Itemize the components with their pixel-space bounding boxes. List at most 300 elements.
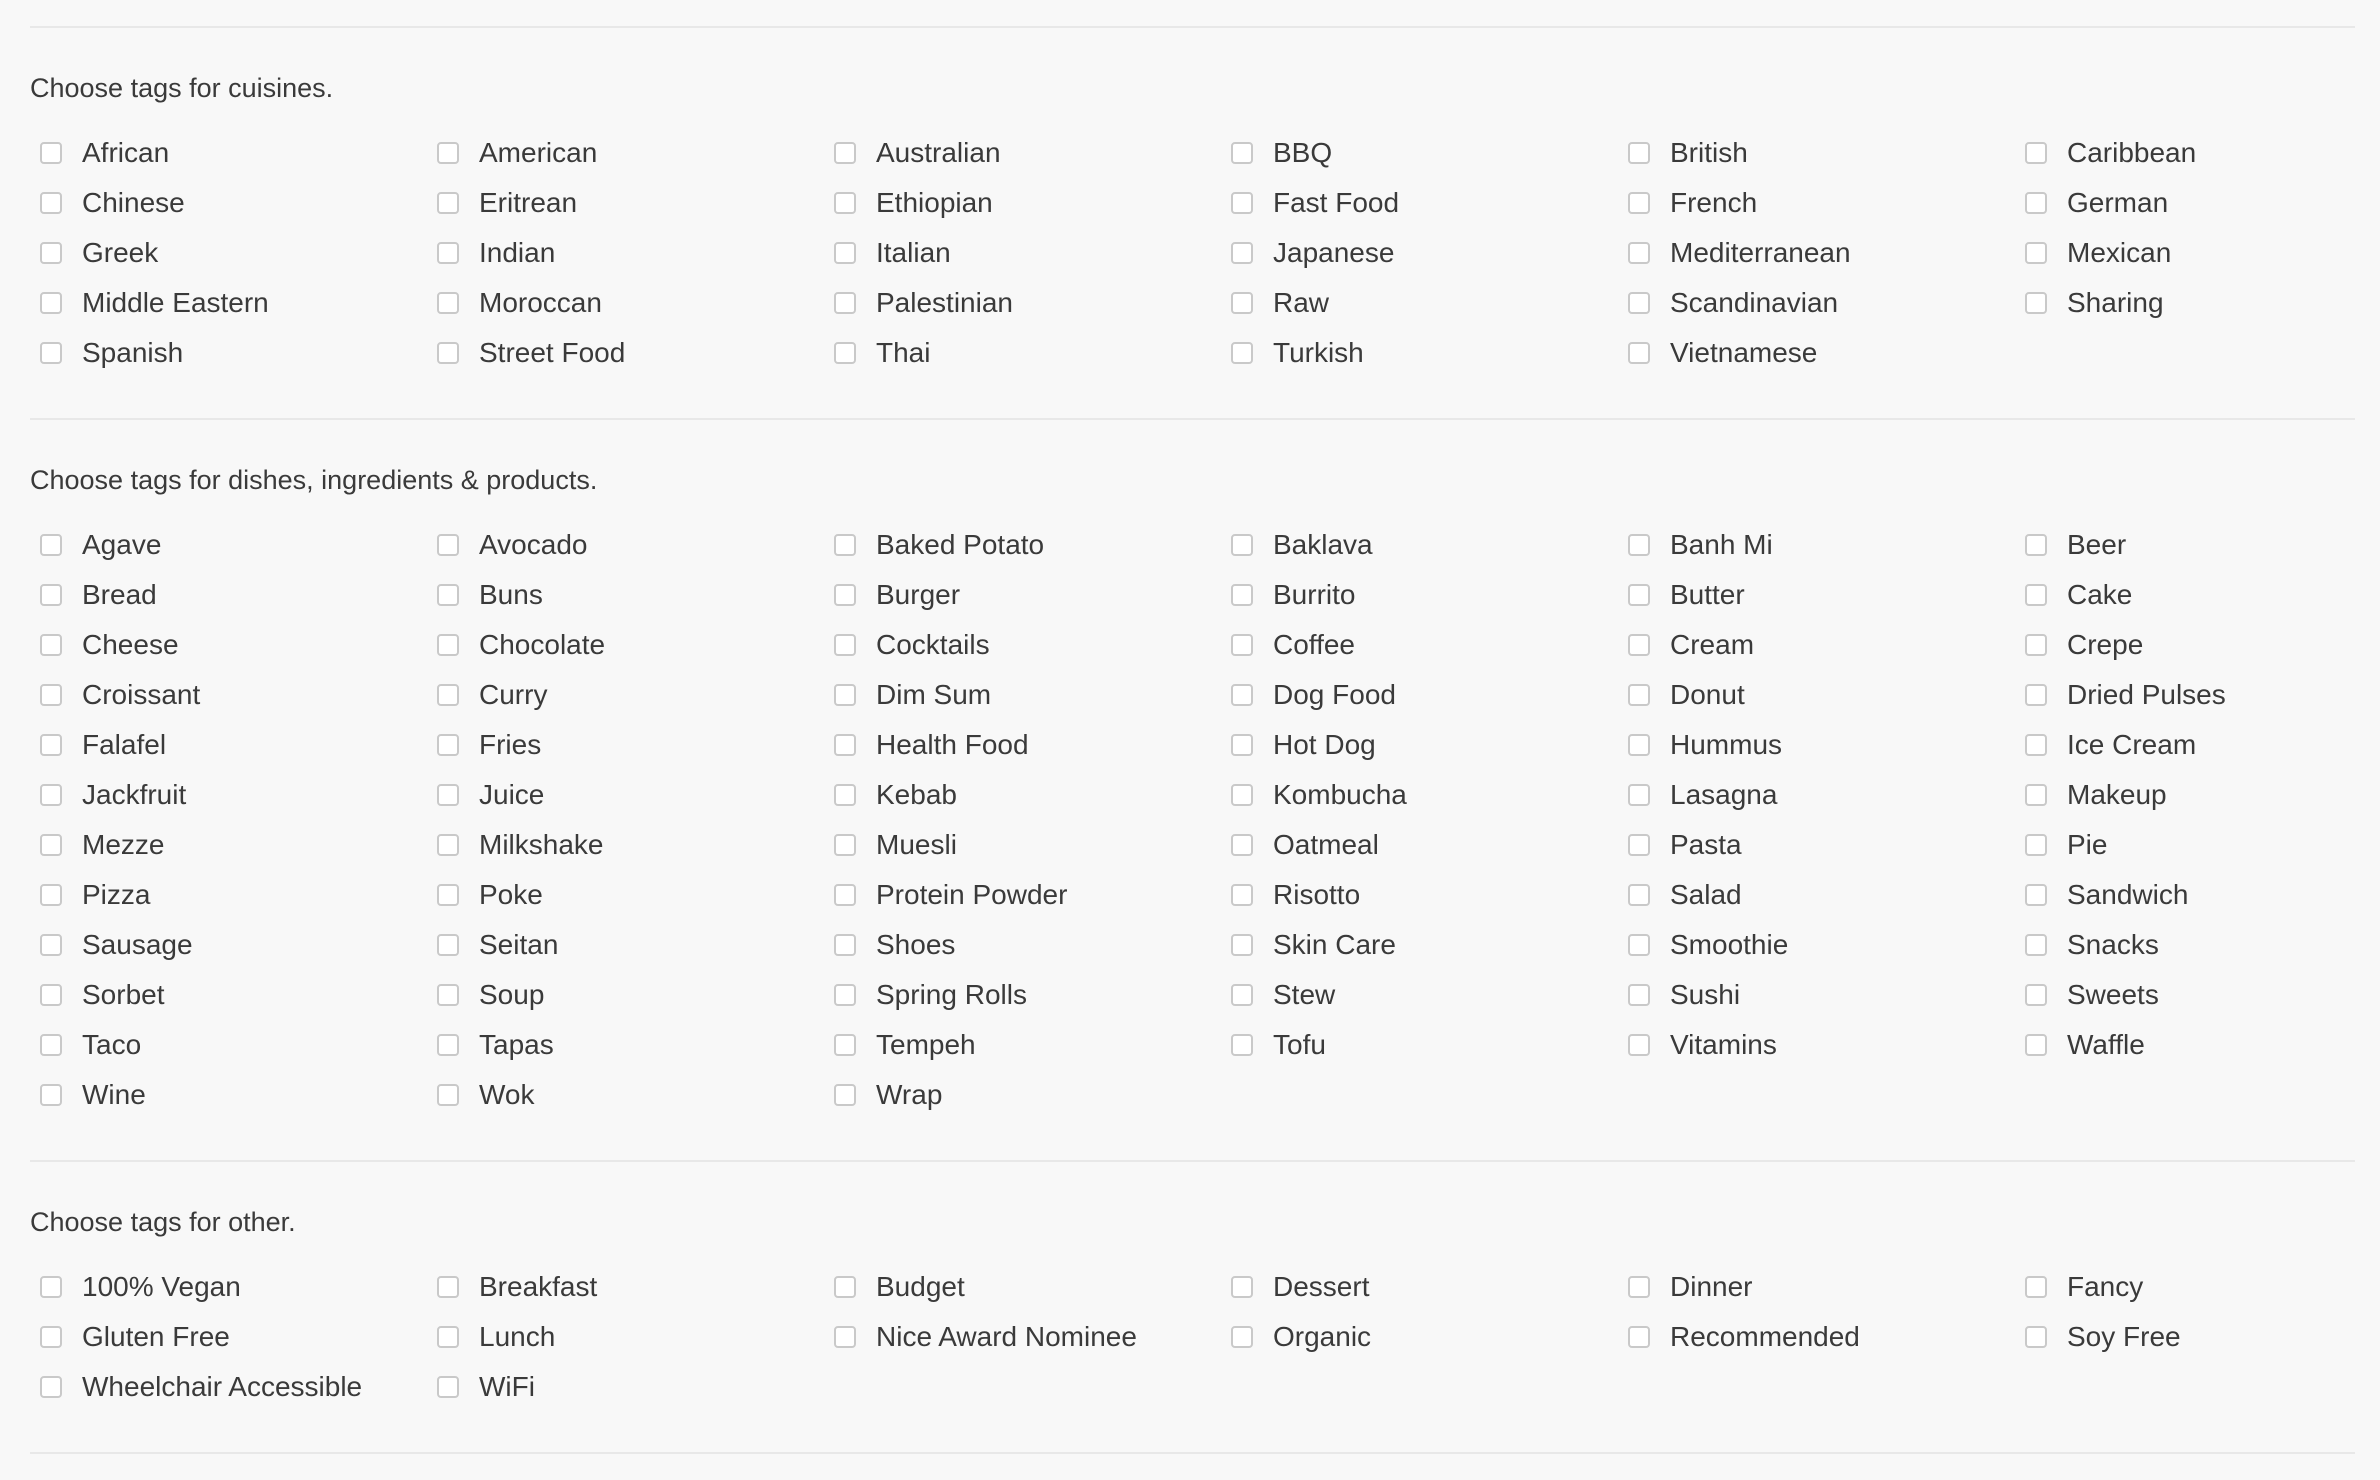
tag-checkbox[interactable] [437,1326,459,1348]
tag-checkbox[interactable] [2025,734,2047,756]
tag-label[interactable]: Banh Mi [1670,529,1773,560]
tag-label[interactable]: Turkish [1273,337,1364,368]
tag-option[interactable] [824,1312,1221,1362]
tag-option[interactable] [2015,228,2380,278]
tag-option[interactable] [2015,720,2380,770]
tag-checkbox[interactable] [834,634,856,656]
tag-label[interactable]: Dessert [1273,1271,1370,1302]
tag-checkbox[interactable] [1628,934,1650,956]
tag-label[interactable]: Indian [479,237,556,268]
tag-checkbox[interactable] [1231,342,1253,364]
tag-label[interactable]: Lasagna [1670,779,1778,810]
tag-checkbox[interactable] [437,784,459,806]
tag-option[interactable] [30,1020,427,1070]
tag-label[interactable]: Street Food [479,337,626,368]
tag-option[interactable] [30,278,427,328]
tag-label[interactable]: Buns [479,579,543,610]
tag-option[interactable] [1618,1262,2015,1312]
tag-option[interactable] [2015,670,2380,720]
tag-label[interactable]: Palestinian [876,287,1013,318]
tag-option[interactable] [30,920,427,970]
tag-option[interactable] [30,1362,427,1412]
tag-label[interactable]: Tofu [1273,1029,1326,1060]
tag-option[interactable] [824,128,1221,178]
tag-checkbox[interactable] [40,934,62,956]
tag-checkbox[interactable] [1231,984,1253,1006]
tag-label[interactable]: Jackfruit [82,779,187,810]
tag-label[interactable]: Sharing [2067,287,2164,318]
tag-option[interactable] [30,620,427,670]
tag-checkbox[interactable] [1231,934,1253,956]
tag-checkbox[interactable] [1231,784,1253,806]
tag-checkbox[interactable] [1231,734,1253,756]
tag-label[interactable]: Moroccan [479,287,602,318]
tag-checkbox[interactable] [1231,142,1253,164]
tag-checkbox[interactable] [1628,292,1650,314]
tag-option[interactable] [30,178,427,228]
tag-label[interactable]: Gluten Free [82,1321,230,1352]
tag-option[interactable] [824,770,1221,820]
tag-checkbox[interactable] [437,984,459,1006]
tag-label[interactable]: Pie [2067,829,2108,860]
tag-option[interactable] [1618,128,2015,178]
tag-label[interactable]: Cream [1670,629,1755,660]
tag-option[interactable] [1221,770,1618,820]
tag-label[interactable]: Australian [876,137,1001,168]
tag-checkbox[interactable] [40,634,62,656]
tag-label[interactable]: Mexican [2067,237,2172,268]
tag-option[interactable] [2015,1312,2380,1362]
tag-checkbox[interactable] [437,1276,459,1298]
tag-checkbox[interactable] [437,1084,459,1106]
tag-option[interactable] [1221,820,1618,870]
tag-label[interactable]: Makeup [2067,779,2167,810]
tag-option[interactable] [1221,920,1618,970]
tag-checkbox[interactable] [2025,934,2047,956]
tag-option[interactable] [427,1362,824,1412]
tag-option[interactable] [824,570,1221,620]
tag-checkbox[interactable] [40,142,62,164]
tag-label[interactable]: German [2067,187,2169,218]
tag-option[interactable] [30,1312,427,1362]
tag-option[interactable] [824,328,1221,378]
tag-label[interactable]: Vitamins [1670,1029,1777,1060]
tag-label[interactable]: Tapas [479,1029,554,1060]
tag-option[interactable] [1221,328,1618,378]
tag-option[interactable] [1618,328,2015,378]
tag-label[interactable]: Curry [479,679,548,710]
tag-label[interactable]: Italian [876,237,951,268]
tag-option[interactable] [30,128,427,178]
tag-checkbox[interactable] [1628,684,1650,706]
tag-label[interactable]: Cheese [82,629,179,660]
tag-checkbox[interactable] [834,534,856,556]
tag-option[interactable] [427,820,824,870]
tag-label[interactable]: Agave [82,529,162,560]
tag-checkbox[interactable] [1231,192,1253,214]
tag-label[interactable]: Cake [2067,579,2133,610]
tag-checkbox[interactable] [437,1034,459,1056]
tag-checkbox[interactable] [834,584,856,606]
tag-label[interactable]: Butter [1670,579,1745,610]
tag-checkbox[interactable] [2025,834,2047,856]
tag-label[interactable]: British [1670,137,1748,168]
tag-label[interactable]: Taco [82,1029,142,1060]
tag-label[interactable]: WiFi [479,1371,535,1402]
tag-option[interactable] [824,278,1221,328]
tag-checkbox[interactable] [1628,342,1650,364]
tag-checkbox[interactable] [40,192,62,214]
tag-option[interactable] [824,720,1221,770]
tag-checkbox[interactable] [437,884,459,906]
tag-checkbox[interactable] [40,984,62,1006]
tag-checkbox[interactable] [2025,984,2047,1006]
tag-option[interactable] [1221,1312,1618,1362]
tag-checkbox[interactable] [1231,834,1253,856]
tag-option[interactable] [427,520,824,570]
tag-checkbox[interactable] [437,634,459,656]
tag-checkbox[interactable] [834,934,856,956]
tag-checkbox[interactable] [1628,1276,1650,1298]
tag-option[interactable] [1618,670,2015,720]
tag-label[interactable]: Poke [479,879,543,910]
tag-label[interactable]: Scandinavian [1670,287,1839,318]
tag-option[interactable] [1618,178,2015,228]
tag-label[interactable]: Greek [82,237,159,268]
tag-checkbox[interactable] [2025,1034,2047,1056]
tag-label[interactable]: Nice Award Nominee [876,1321,1137,1352]
tag-option[interactable] [427,870,824,920]
tag-option[interactable] [1618,720,2015,770]
tag-checkbox[interactable] [834,292,856,314]
tag-checkbox[interactable] [834,1326,856,1348]
tag-label[interactable]: Organic [1273,1321,1372,1352]
tag-checkbox[interactable] [437,834,459,856]
tag-option[interactable] [1618,620,2015,670]
tag-option[interactable] [824,870,1221,920]
tag-option[interactable] [1618,520,2015,570]
tag-label[interactable]: Sweets [2067,979,2159,1010]
tag-option[interactable] [30,228,427,278]
tag-option[interactable] [824,620,1221,670]
tag-label[interactable]: Middle Eastern [82,287,269,318]
tag-label[interactable]: Mezze [82,829,165,860]
tag-checkbox[interactable] [834,142,856,164]
tag-checkbox[interactable] [40,242,62,264]
tag-label[interactable]: Dog Food [1273,679,1396,710]
tag-checkbox[interactable] [1231,1276,1253,1298]
tag-checkbox[interactable] [2025,884,2047,906]
tag-label[interactable]: Sorbet [82,979,165,1010]
tag-checkbox[interactable] [1628,634,1650,656]
tag-option[interactable] [1618,820,2015,870]
tag-checkbox[interactable] [40,884,62,906]
tag-checkbox[interactable] [834,734,856,756]
tag-label[interactable]: Spanish [82,337,184,368]
tag-checkbox[interactable] [2025,634,2047,656]
tag-label[interactable]: Shoes [876,929,956,960]
tag-checkbox[interactable] [1231,884,1253,906]
tag-label[interactable]: Kebab [876,779,957,810]
tag-option[interactable] [427,1312,824,1362]
tag-label[interactable]: Donut [1670,679,1745,710]
tag-option[interactable] [30,520,427,570]
tag-checkbox[interactable] [834,1084,856,1106]
tag-checkbox[interactable] [40,292,62,314]
tag-checkbox[interactable] [1628,242,1650,264]
tag-checkbox[interactable] [40,1276,62,1298]
tag-label[interactable]: Waffle [2067,1029,2145,1060]
tag-option[interactable] [427,970,824,1020]
tag-option[interactable] [30,1262,427,1312]
tag-label[interactable]: Snacks [2067,929,2159,960]
tag-option[interactable] [2015,920,2380,970]
tag-label[interactable]: Chinese [82,187,185,218]
tag-checkbox[interactable] [1231,292,1253,314]
tag-checkbox[interactable] [1628,784,1650,806]
tag-label[interactable]: Seitan [479,929,559,960]
tag-checkbox[interactable] [1628,1034,1650,1056]
tag-checkbox[interactable] [1628,192,1650,214]
tag-option[interactable] [824,1262,1221,1312]
tag-option[interactable] [2015,1020,2380,1070]
tag-label[interactable]: Dim Sum [876,679,992,710]
tag-option[interactable] [1618,920,2015,970]
tag-label[interactable]: Raw [1273,287,1330,318]
tag-checkbox[interactable] [437,242,459,264]
tag-checkbox[interactable] [1231,634,1253,656]
tag-label[interactable]: Wine [82,1079,146,1110]
tag-label[interactable]: Pasta [1670,829,1742,860]
tag-option[interactable] [1618,278,2015,328]
tag-checkbox[interactable] [437,734,459,756]
tag-checkbox[interactable] [1231,534,1253,556]
tag-checkbox[interactable] [1231,684,1253,706]
tag-checkbox[interactable] [834,1276,856,1298]
tag-option[interactable] [1221,520,1618,570]
tag-checkbox[interactable] [1628,584,1650,606]
tag-option[interactable] [30,670,427,720]
tag-option[interactable] [427,178,824,228]
tag-option[interactable] [427,1020,824,1070]
tag-option[interactable] [427,570,824,620]
tag-option[interactable] [30,970,427,1020]
tag-option[interactable] [824,820,1221,870]
tag-label[interactable]: Soup [479,979,545,1010]
tag-label[interactable]: Salad [1670,879,1742,910]
tag-checkbox[interactable] [2025,242,2047,264]
tag-label[interactable]: Bread [82,579,157,610]
tag-checkbox[interactable] [437,192,459,214]
tag-label[interactable]: Ice Cream [2067,729,2197,760]
tag-label[interactable]: Fancy [2067,1271,2144,1302]
tag-option[interactable] [427,228,824,278]
tag-label[interactable]: Wheelchair Accessible [82,1371,363,1402]
tag-label[interactable]: Hummus [1670,729,1783,760]
tag-label[interactable]: Kombucha [1273,779,1407,810]
tag-label[interactable]: Hot Dog [1273,729,1376,760]
tag-checkbox[interactable] [834,1034,856,1056]
tag-label[interactable]: Oatmeal [1273,829,1379,860]
tag-option[interactable] [1221,128,1618,178]
tag-checkbox[interactable] [2025,292,2047,314]
tag-checkbox[interactable] [40,1034,62,1056]
tag-checkbox[interactable] [1628,734,1650,756]
tag-checkbox[interactable] [2025,192,2047,214]
tag-checkbox[interactable] [437,142,459,164]
tag-label[interactable]: African [82,137,170,168]
tag-option[interactable] [427,128,824,178]
tag-checkbox[interactable] [1628,834,1650,856]
tag-checkbox[interactable] [40,342,62,364]
tag-label[interactable]: Burrito [1273,579,1356,610]
tag-option[interactable] [1618,1020,2015,1070]
tag-label[interactable]: Croissant [82,679,201,710]
tag-option[interactable] [1221,720,1618,770]
tag-label[interactable]: Fries [479,729,542,760]
tag-label[interactable]: Cocktails [876,629,990,660]
tag-option[interactable] [824,970,1221,1020]
tag-option[interactable] [1618,870,2015,920]
tag-checkbox[interactable] [834,834,856,856]
tag-label[interactable]: Health Food [876,729,1029,760]
tag-option[interactable] [427,920,824,970]
tag-label[interactable]: Soy Free [2067,1321,2181,1352]
tag-label[interactable]: Crepe [2067,629,2144,660]
tag-option[interactable] [30,770,427,820]
tag-option[interactable] [30,1070,427,1120]
tag-checkbox[interactable] [437,292,459,314]
tag-label[interactable]: Sushi [1670,979,1741,1010]
tag-checkbox[interactable] [437,584,459,606]
tag-label[interactable]: Chocolate [479,629,606,660]
tag-option[interactable] [1221,1262,1618,1312]
tag-checkbox[interactable] [2025,584,2047,606]
tag-label[interactable]: Milkshake [479,829,604,860]
tag-checkbox[interactable] [40,734,62,756]
tag-checkbox[interactable] [1628,142,1650,164]
tag-option[interactable] [427,720,824,770]
tag-label[interactable]: Falafel [82,729,167,760]
tag-checkbox[interactable] [40,1084,62,1106]
tag-option[interactable] [2015,570,2380,620]
tag-label[interactable]: Vietnamese [1670,337,1818,368]
tag-checkbox[interactable] [2025,1326,2047,1348]
tag-label[interactable]: Sausage [82,929,193,960]
tag-checkbox[interactable] [40,684,62,706]
tag-checkbox[interactable] [834,784,856,806]
tag-label[interactable]: Breakfast [479,1271,598,1302]
tag-checkbox[interactable] [834,884,856,906]
tag-label[interactable]: Baklava [1273,529,1373,560]
tag-label[interactable]: Ethiopian [876,187,993,218]
tag-label[interactable]: Caribbean [2067,137,2197,168]
tag-checkbox[interactable] [834,984,856,1006]
tag-label[interactable]: Mediterranean [1670,237,1851,268]
tag-label[interactable]: Budget [876,1271,965,1302]
tag-option[interactable] [1618,1312,2015,1362]
tag-option[interactable] [1221,228,1618,278]
tag-option[interactable] [824,520,1221,570]
tag-checkbox[interactable] [1231,584,1253,606]
tag-label[interactable]: Fast Food [1273,187,1400,218]
tag-option[interactable] [2015,520,2380,570]
tag-checkbox[interactable] [1628,534,1650,556]
tag-label[interactable]: Spring Rolls [876,979,1027,1010]
tag-label[interactable]: Recommended [1670,1321,1860,1352]
tag-checkbox[interactable] [437,934,459,956]
tag-option[interactable] [1618,770,2015,820]
tag-option[interactable] [30,720,427,770]
tag-label[interactable]: Protein Powder [876,879,1068,910]
tag-option[interactable] [1221,570,1618,620]
tag-option[interactable] [2015,970,2380,1020]
tag-option[interactable] [824,228,1221,278]
tag-label[interactable]: Pizza [82,879,151,910]
tag-option[interactable] [1221,278,1618,328]
tag-label[interactable]: BBQ [1273,137,1333,168]
tag-label[interactable]: Burger [876,579,961,610]
tag-option[interactable] [1221,870,1618,920]
tag-option[interactable] [2015,870,2380,920]
tag-option[interactable] [2015,620,2380,670]
tag-label[interactable]: Lunch [479,1321,556,1352]
tag-label[interactable]: American [479,137,598,168]
tag-option[interactable] [30,328,427,378]
tag-checkbox[interactable] [1628,1326,1650,1348]
tag-option[interactable] [1221,1020,1618,1070]
tag-option[interactable] [427,1262,824,1312]
tag-checkbox[interactable] [2025,142,2047,164]
tag-label[interactable]: Baked Potato [876,529,1045,560]
tag-checkbox[interactable] [1628,884,1650,906]
tag-checkbox[interactable] [437,1376,459,1398]
tag-label[interactable]: Dinner [1670,1271,1753,1302]
tag-checkbox[interactable] [1231,1034,1253,1056]
tag-label[interactable]: Skin Care [1273,929,1396,960]
tag-option[interactable] [2015,820,2380,870]
tag-label[interactable]: Thai [876,337,931,368]
tag-option[interactable] [2015,1262,2380,1312]
tag-label[interactable]: Eritrean [479,187,578,218]
tag-option[interactable] [427,278,824,328]
tag-checkbox[interactable] [1231,1326,1253,1348]
tag-label[interactable]: Wrap [876,1079,943,1110]
tag-option[interactable] [30,870,427,920]
tag-checkbox[interactable] [2025,784,2047,806]
tag-option[interactable] [427,1070,824,1120]
tag-label[interactable]: Juice [479,779,545,810]
tag-label[interactable]: Avocado [479,529,588,560]
tag-option[interactable] [1221,620,1618,670]
tag-option[interactable] [427,620,824,670]
tag-option[interactable] [2015,128,2380,178]
tag-label[interactable]: Wok [479,1079,535,1110]
tag-checkbox[interactable] [40,584,62,606]
tag-checkbox[interactable] [40,1376,62,1398]
tag-checkbox[interactable] [40,1326,62,1348]
tag-checkbox[interactable] [834,342,856,364]
tag-checkbox[interactable] [834,684,856,706]
tag-option[interactable] [30,820,427,870]
tag-label[interactable]: Japanese [1273,237,1395,268]
tag-option[interactable] [1221,970,1618,1020]
tag-checkbox[interactable] [437,342,459,364]
tag-option[interactable] [427,770,824,820]
tag-option[interactable] [427,670,824,720]
tag-option[interactable] [427,328,824,378]
tag-checkbox[interactable] [40,534,62,556]
